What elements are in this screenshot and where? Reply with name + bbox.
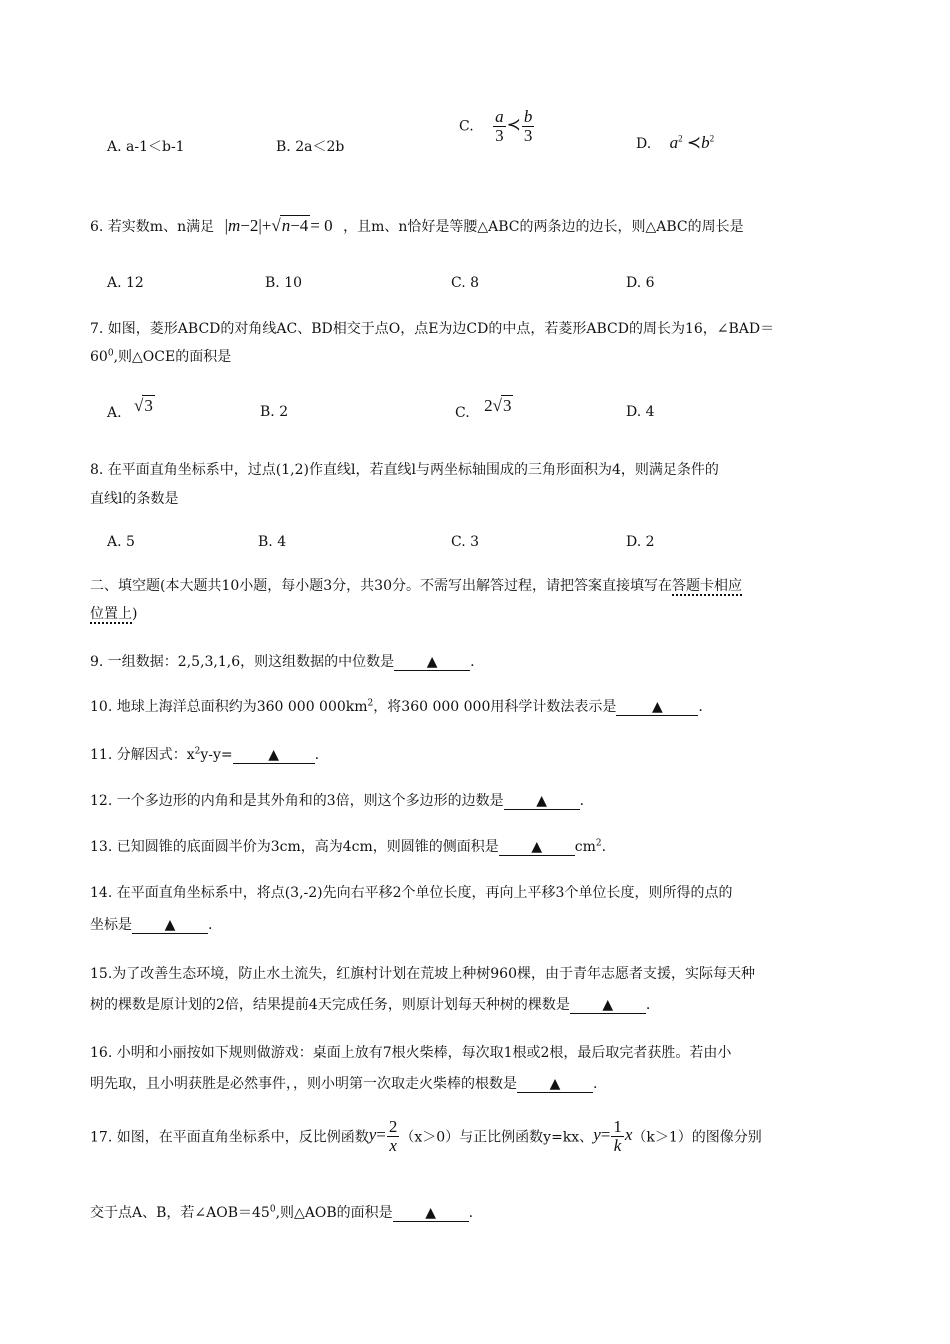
fraction-denominator: k — [613, 1135, 622, 1155]
question-15-line-1: 15.为了改善生态环境，防止水土流失，红旗村计划在荒坡上种树960棵，由于青年志愿者支援，实际每天种 — [90, 966, 755, 982]
q9-text: 9. 一组数据：2,5,3,1,6，则这组数据的中位数是 — [90, 654, 395, 670]
question-14-line-2 — [90, 914, 212, 934]
q6-prefix: 6. 若实数m、n满足 — [90, 219, 215, 235]
q7-line-2-text: ,则△OCE的面积是 — [113, 349, 232, 365]
q11-text-2: y-y= — [200, 747, 233, 763]
q6-option-a: A. 12 — [107, 275, 144, 291]
question-17-line-1 — [90, 1118, 762, 1155]
triangle-marker-icon: ▲ — [268, 747, 280, 763]
q5-option-b: B. 2a＜2b — [276, 139, 345, 155]
answer-blank — [233, 747, 315, 764]
variable: a — [669, 133, 679, 152]
period: . — [208, 917, 213, 933]
q5-option-c-label: C. — [459, 118, 474, 135]
variable: x — [624, 1125, 633, 1145]
q6-option-c: C. 8 — [451, 275, 480, 291]
question-12 — [90, 790, 584, 810]
inverse-proportion-function — [368, 1117, 401, 1155]
triangle-marker-icon: ▲ — [531, 839, 543, 855]
variable: m — [227, 216, 241, 235]
variable: b — [701, 133, 710, 152]
answer-blank — [394, 654, 470, 671]
triangle-marker-icon: ▲ — [425, 1205, 437, 1221]
superscript: 2 — [595, 838, 602, 849]
question-8-line-1: 8. 在平面直角坐标系中，过点(1,2)作直线l，若直线l与两坐标轴围成的三角形面积为4，则满足条件的 — [90, 462, 719, 478]
q6-option-d: D. 6 — [626, 275, 655, 291]
question-13 — [90, 836, 606, 856]
period: . — [470, 654, 475, 670]
q11-text: 11. 分解因式：x — [90, 747, 195, 763]
fraction-denominator: 3 — [523, 125, 533, 145]
coefficient: 2 — [484, 396, 493, 415]
section-2-instructions: 二、填空题(本大题共10小题，每小题3分，共30分。不需写出解答过程，请把答案直接填写在 — [90, 578, 672, 594]
answer-blank — [499, 839, 575, 856]
equals-symbol: = — [600, 1125, 611, 1145]
fraction-numerator: 2 — [388, 1117, 398, 1136]
section-2-heading-line-1 — [90, 575, 742, 595]
section-2-heading-line-2 — [90, 603, 137, 623]
closing-paren: ) — [132, 606, 138, 622]
fraction-numerator: b — [523, 107, 533, 126]
q17-text-4: 交于点A、B，若∠AOB＝45 — [90, 1205, 270, 1221]
q15-text: 树的棵数是原计划的2倍，结果提前4天完成任务，则原计划每天种树的棵数是 — [90, 997, 570, 1013]
q5-option-c — [459, 108, 535, 145]
radicand: 3 — [144, 396, 153, 415]
answer-blank — [132, 917, 208, 934]
triangle-marker-icon: ▲ — [164, 917, 176, 933]
q17-text-5: ,则△AOB的面积是 — [275, 1205, 393, 1221]
plus-symbol: + — [261, 216, 272, 235]
fraction-numerator: 1 — [613, 1117, 622, 1136]
q5-option-d-expression — [670, 133, 715, 152]
question-14-line-1: 14. 在平面直角坐标系中，将点(3,-2)先向右平移2个单位长度，再向上平移3个单位长度，则所得的点的 — [90, 885, 733, 901]
q7-option-d: D. 4 — [626, 404, 655, 420]
question-11 — [90, 744, 319, 764]
emphasized-text: 位置上 — [90, 606, 132, 622]
less-than-symbol: ≺ — [506, 115, 521, 135]
q10-text: 10. 地球上海洋总面积约为360 000 000km — [90, 699, 368, 715]
equals-zero: = 0 — [310, 216, 333, 235]
q13-text: 13. 已知圆锥的底面圆半价为3cm，高为4cm，则圆锥的侧面积是 — [90, 839, 499, 855]
fraction-denominator: x — [389, 1135, 397, 1155]
constant: −2 — [240, 216, 259, 235]
degree-superscript: 0 — [269, 1204, 276, 1215]
question-6-stem — [90, 216, 744, 236]
q7-option-c-radical: 2√3 — [484, 396, 512, 415]
answer-blank — [616, 699, 698, 716]
question-16-line-1: 16. 小明和小丽按如下规则做游戏：桌面上放有7根火柴棒，每次取1根或2根，最后取完者获胜。若由小 — [90, 1045, 732, 1061]
q14-text: 坐标是 — [90, 917, 132, 933]
fraction-denominator: 3 — [495, 125, 504, 145]
q6-option-b: B. 10 — [265, 275, 303, 291]
question-16-line-2 — [90, 1073, 597, 1093]
radicand: 3 — [502, 396, 512, 415]
period: . — [579, 793, 585, 809]
q5-option-d-label: D. — [636, 136, 652, 152]
period: . — [593, 1076, 598, 1092]
period: . — [601, 839, 607, 855]
q8-option-d: D. 2 — [626, 534, 655, 550]
triangle-marker-icon: ▲ — [549, 1076, 561, 1092]
triangle-marker-icon: ▲ — [651, 699, 663, 715]
q7-option-b: B. 2 — [260, 404, 289, 420]
answer-blank — [570, 997, 646, 1014]
q17-text-3: （k＞1）的图像分别 — [632, 1129, 762, 1146]
q5-option-d — [636, 133, 714, 153]
superscript: 2 — [194, 746, 201, 757]
triangle-marker-icon: ▲ — [426, 654, 438, 670]
question-17-line-2 — [90, 1202, 473, 1222]
answer-blank — [393, 1205, 469, 1222]
q7-option-c-label: C. — [455, 405, 470, 421]
variable: y — [593, 1125, 601, 1145]
question-7-line-2 — [90, 346, 231, 366]
q10-text-2: ，将360 000 000用科学计数法表示是 — [373, 699, 617, 715]
question-9 — [90, 651, 475, 671]
q6-condition-expression: |m−2|+√n−4 = 0 — [224, 216, 333, 235]
q6-suffix: ，且m、n恰好是等腰△ABC的两条边的边长，则△ABC的周长是 — [343, 219, 744, 235]
q8-option-a: A. 5 — [107, 534, 135, 550]
variable: y — [368, 1125, 377, 1145]
emphasized-text: 答题卡相应 — [672, 578, 742, 594]
fraction-numerator: a — [495, 107, 504, 126]
equals-symbol: = — [376, 1125, 386, 1145]
question-7-line-1: 7. 如图，菱形ABCD的对角线AC、BD相交于点O，点E为边CD的中点，若菱形ABCD的周长为16，∠BAD＝ — [90, 321, 775, 337]
period: . — [468, 1205, 474, 1221]
q8-option-c: C. 3 — [451, 534, 480, 550]
angle-value: 60 — [90, 349, 108, 365]
q16-text: 明先取，且小明获胜是必然事件，，则小明第一次取走火柴棒的根数是 — [90, 1076, 517, 1092]
less-than-symbol: ≺ — [686, 133, 702, 152]
q8-option-b: B. 4 — [258, 534, 287, 550]
q17-text-2: （x＞0）与正比例函数y=kx、 — [400, 1129, 594, 1146]
superscript: 2 — [367, 698, 374, 709]
answer-blank — [517, 1076, 593, 1093]
q7-option-a-label: A. — [107, 405, 122, 421]
exponent: 2 — [678, 133, 683, 144]
question-8-line-2: 直线l的条数是 — [90, 491, 179, 507]
variable: n — [281, 216, 291, 235]
q5-option-a: A. a-1＜b-1 — [107, 139, 185, 155]
q5-option-c-expression — [492, 107, 535, 145]
exponent: 2 — [709, 133, 715, 144]
degree-superscript: 0 — [107, 348, 114, 359]
triangle-marker-icon: ▲ — [602, 997, 614, 1013]
q7-option-c — [455, 396, 513, 421]
q12-text: 12. 一个多边形的内角和是其外角和的3倍，则这个多边形的边数是 — [90, 793, 504, 809]
q17-text: 17. 如图，在平面直角坐标系中，反比例函数 — [90, 1129, 369, 1146]
constant: −4 — [290, 216, 309, 235]
triangle-marker-icon: ▲ — [536, 793, 548, 809]
q7-option-a-radical: √3 — [134, 396, 153, 415]
unit: cm — [574, 839, 596, 855]
question-10 — [90, 696, 703, 716]
answer-blank — [504, 793, 580, 810]
question-15-line-2 — [90, 994, 650, 1014]
period: . — [645, 997, 651, 1013]
proportion-function — [593, 1117, 633, 1155]
q7-option-a — [107, 396, 155, 421]
period: . — [314, 747, 320, 763]
period: . — [698, 699, 703, 715]
